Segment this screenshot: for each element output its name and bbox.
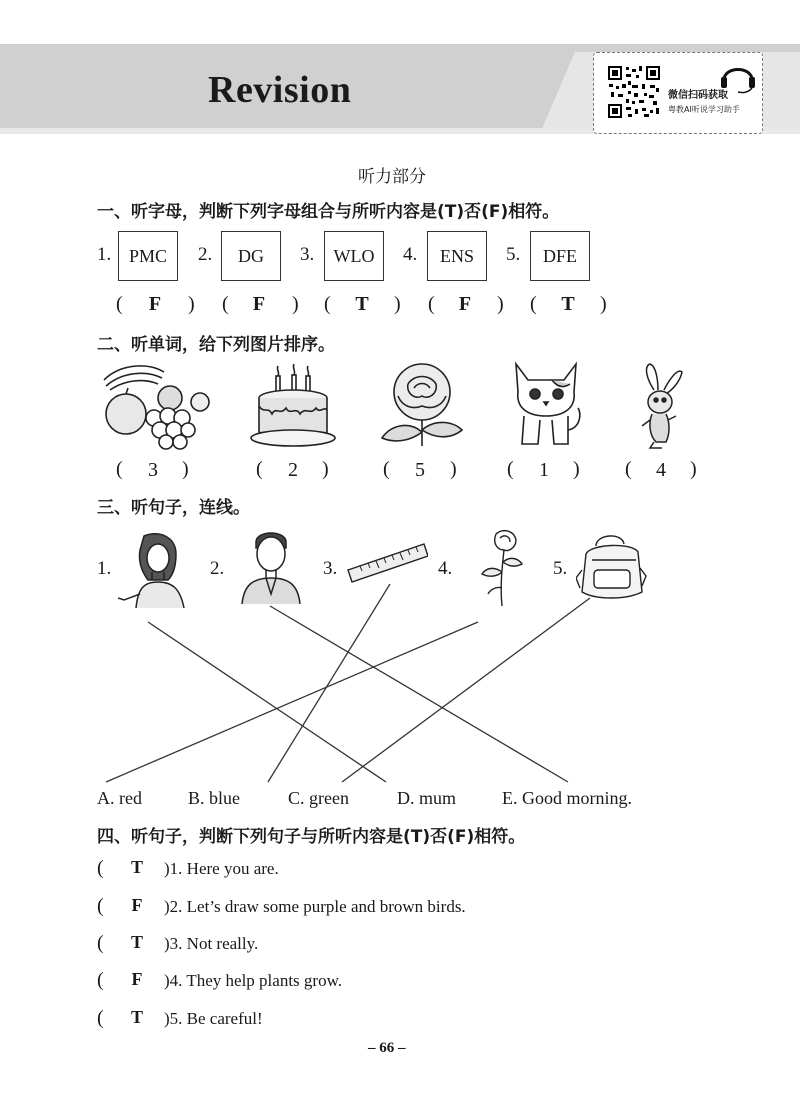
choice-b: B. blue xyxy=(188,788,240,808)
answer-field[interactable]: F xyxy=(148,293,162,315)
statement: )3. Not really. xyxy=(164,934,259,953)
qr-caption: 微信扫码获取 xyxy=(668,90,728,101)
part3-item-number: 5. xyxy=(553,558,568,579)
answer-field[interactable]: T xyxy=(355,293,369,315)
part3-title: 三、听句子，连线。 xyxy=(97,498,250,518)
paren-open: ( xyxy=(222,293,229,315)
paren-close: ) xyxy=(182,458,189,480)
answer-field[interactable]: T xyxy=(130,1007,143,1027)
answer-field[interactable]: F xyxy=(252,293,266,315)
choice-e: E. Good morning. xyxy=(502,788,632,808)
paren-open: ( xyxy=(116,293,123,315)
answer-field[interactable]: 2 xyxy=(288,459,298,481)
paren-close: ) xyxy=(322,458,329,480)
choice-c: C. green xyxy=(288,788,349,808)
letter-box: ENS xyxy=(427,231,487,281)
answer-field[interactable]: F xyxy=(131,969,143,989)
part1-item-number: 2. xyxy=(198,244,213,265)
choice-a: A. red xyxy=(97,788,142,808)
qr-subcaption: 粤教AI听说学习助手 xyxy=(668,105,740,114)
choice-d: D. mum xyxy=(397,788,457,808)
answer-field[interactable]: T xyxy=(130,857,143,877)
page-title: Revision xyxy=(208,69,352,111)
answer-field[interactable]: F xyxy=(458,293,472,315)
answer-field[interactable]: F xyxy=(131,895,143,915)
paren-open: ( xyxy=(507,458,514,480)
answer-field[interactable]: 5 xyxy=(415,459,425,481)
answer-field[interactable]: T xyxy=(130,932,143,952)
part2-title: 二、听单词，给下列图片排序。 xyxy=(97,335,335,355)
statement: )2. Let’s draw some purple and brown birds. xyxy=(164,897,466,916)
paren-open: ( xyxy=(625,458,632,480)
statement: )1. Here you are. xyxy=(164,859,279,878)
paren-close: ) xyxy=(573,458,580,480)
paren-close: ) xyxy=(450,458,457,480)
paren-open: ( xyxy=(97,1007,104,1029)
letter-box: WLO xyxy=(324,231,384,281)
part1-item-number: 3. xyxy=(300,244,315,265)
paren-open: ( xyxy=(428,293,435,315)
paren-open: ( xyxy=(97,969,104,991)
letter-box: DFE xyxy=(530,231,590,281)
section-heading: 听力部分 xyxy=(358,167,426,187)
part3-item-number: 1. xyxy=(97,558,112,579)
part3-item-number: 2. xyxy=(210,558,225,579)
statement: )4. They help plants grow. xyxy=(164,971,342,990)
part1-item-number: 5. xyxy=(506,244,521,265)
answer-field[interactable]: 4 xyxy=(656,459,666,481)
paren-open: ( xyxy=(97,857,104,879)
part1-item-number: 4. xyxy=(403,244,418,265)
paren-open: ( xyxy=(324,293,331,315)
statement: )5. Be careful! xyxy=(164,1009,263,1028)
part3-item-number: 4. xyxy=(438,558,453,579)
paren-close: ) xyxy=(690,458,697,480)
paren-open: ( xyxy=(116,458,123,480)
paren-open: ( xyxy=(97,895,104,917)
part1-title: 一、听字母，判断下列字母组合与所听内容是(T)否(F)相符。 xyxy=(97,202,560,222)
paren-close: ) xyxy=(188,293,195,315)
answer-field[interactable]: 1 xyxy=(539,459,549,481)
part3-item-number: 3. xyxy=(323,558,338,579)
letter-box: PMC xyxy=(118,231,178,281)
paren-open: ( xyxy=(383,458,390,480)
paren-open: ( xyxy=(97,932,104,954)
page-number: – 66 – xyxy=(368,1040,406,1056)
paren-close: ) xyxy=(394,293,401,315)
answer-field[interactable]: T xyxy=(561,293,575,315)
paren-open: ( xyxy=(530,293,537,315)
paren-open: ( xyxy=(256,458,263,480)
paren-close: ) xyxy=(497,293,504,315)
letter-box: DG xyxy=(221,231,281,281)
paren-close: ) xyxy=(600,293,607,315)
part4-title: 四、听句子，判断下列句子与所听内容是(T)否(F)相符。 xyxy=(97,827,526,847)
paren-close: ) xyxy=(292,293,299,315)
answer-field[interactable]: 3 xyxy=(148,459,158,481)
part1-item-number: 1. xyxy=(97,244,112,265)
